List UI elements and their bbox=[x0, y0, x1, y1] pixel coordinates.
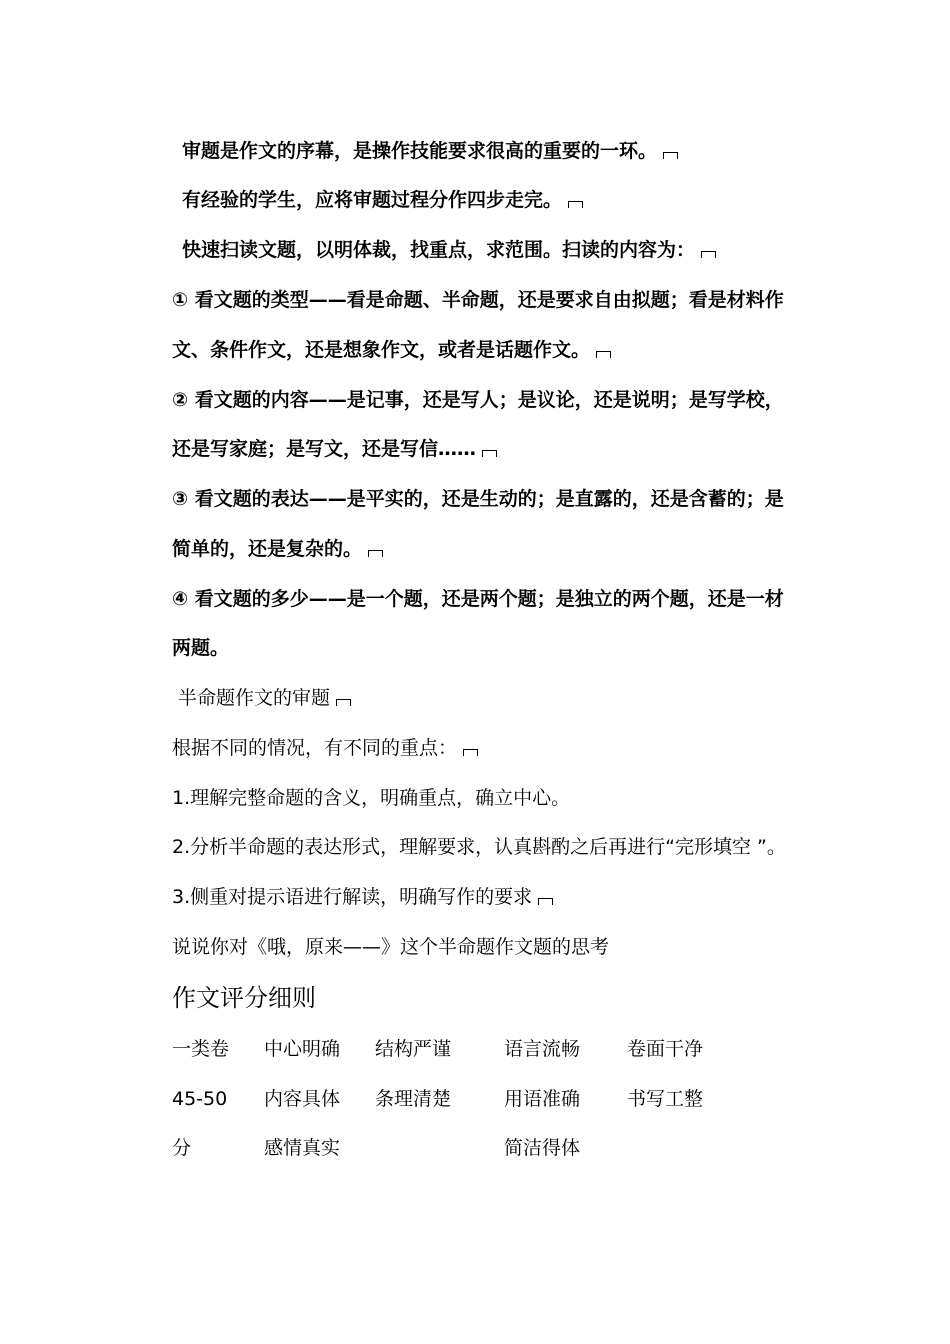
list-item-text: 两题。 bbox=[172, 637, 230, 659]
list-item-line bbox=[172, 487, 784, 511]
table-cell: 条理清楚 bbox=[375, 1088, 452, 1110]
list-item-text: ③ 看文题的表达——是平实的，还是生动的；是直露的，还是含蓄的；是 bbox=[172, 488, 784, 510]
table-cell: 分 bbox=[172, 1137, 192, 1159]
paragraph-mark-icon bbox=[482, 450, 497, 457]
subheading-text: 半命题作文的审题 bbox=[178, 687, 331, 709]
list-item-line bbox=[172, 388, 784, 412]
paragraph-text: 1.理解完整命题的含义，明确重点，确立中心。 bbox=[172, 787, 571, 809]
paragraph bbox=[172, 786, 570, 810]
list-item-line bbox=[172, 636, 229, 660]
table-cell: 简洁得体 bbox=[504, 1137, 581, 1159]
paragraph-mark-icon bbox=[463, 749, 478, 756]
list-item-text: ④ 看文题的多少——是一个题，还是两个题；是独立的两个题，还是一材 bbox=[172, 588, 784, 610]
section-subheading bbox=[178, 686, 351, 710]
list-item-text: 还是写家庭；是写文，还是写信…… bbox=[172, 438, 477, 460]
list-item-line bbox=[172, 537, 383, 561]
bold-paragraph bbox=[182, 188, 583, 212]
paragraph-text: 2.分析半命题的表达形式，理解要求，认真斟酌之后再进行“完形填空 ”。 bbox=[172, 836, 786, 858]
list-item-text: 简单的，还是复杂的。 bbox=[172, 538, 363, 560]
bold-paragraph-text: 有经验的学生，应将审题过程分作四步走完。 bbox=[182, 189, 563, 211]
paragraph-mark-icon bbox=[336, 699, 351, 706]
paragraph-mark-icon bbox=[596, 351, 611, 358]
paragraph-mark-icon bbox=[368, 550, 383, 557]
list-item-line bbox=[172, 288, 784, 312]
list-item-text: ② 看文题的内容——是记事，还是写人；是议论，还是说明；是写学校， bbox=[172, 389, 784, 411]
list-item-line bbox=[172, 437, 497, 461]
paragraph bbox=[172, 835, 786, 859]
table-cell: 一类卷 bbox=[172, 1038, 230, 1060]
table-cell: 语言流畅 bbox=[504, 1038, 581, 1060]
scoring-title: 作文评分细则 bbox=[172, 984, 316, 1012]
table-cell: 中心明确 bbox=[264, 1038, 341, 1060]
paragraph-mark-icon bbox=[663, 152, 678, 159]
paragraph bbox=[172, 935, 609, 959]
list-item-line bbox=[172, 338, 611, 362]
paragraph-mark-icon bbox=[568, 201, 583, 208]
paragraph-text: 说说你对《哦，原来——》这个半命题作文题的思考 bbox=[172, 936, 610, 958]
table-cell: 卷面干净 bbox=[627, 1038, 704, 1060]
paragraph-mark-icon bbox=[538, 898, 553, 905]
paragraph-mark-icon bbox=[701, 251, 716, 258]
table-cell: 用语准确 bbox=[504, 1088, 581, 1110]
table-cell: 45-50 bbox=[172, 1088, 228, 1110]
bold-paragraph bbox=[182, 139, 678, 163]
paragraph-text: 3.侧重对提示语进行解读，明确写作的要求 bbox=[172, 886, 533, 908]
table-cell: 书写工整 bbox=[627, 1088, 704, 1110]
table-cell: 感情真实 bbox=[264, 1137, 341, 1159]
list-item-line bbox=[172, 587, 784, 611]
paragraph-text: 根据不同的情况，有不同的重点： bbox=[172, 737, 458, 759]
list-item-text: ① 看文题的类型——看是命题、半命题，还是要求自由拟题；看是材料作 bbox=[172, 289, 784, 311]
bold-paragraph bbox=[182, 238, 716, 262]
paragraph bbox=[172, 736, 478, 760]
bold-paragraph-text: 快速扫读文题，以明体裁，找重点，求范围。扫读的内容为： bbox=[182, 239, 696, 261]
list-item-text: 文、条件作文，还是想象作文，或者是话题作文。 bbox=[172, 339, 591, 361]
table-cell: 结构严谨 bbox=[375, 1038, 452, 1060]
table-cell: 内容具体 bbox=[264, 1088, 341, 1110]
bold-paragraph-text: 审题是作文的序幕，是操作技能要求很高的重要的一环。 bbox=[182, 140, 658, 162]
paragraph bbox=[172, 885, 553, 909]
